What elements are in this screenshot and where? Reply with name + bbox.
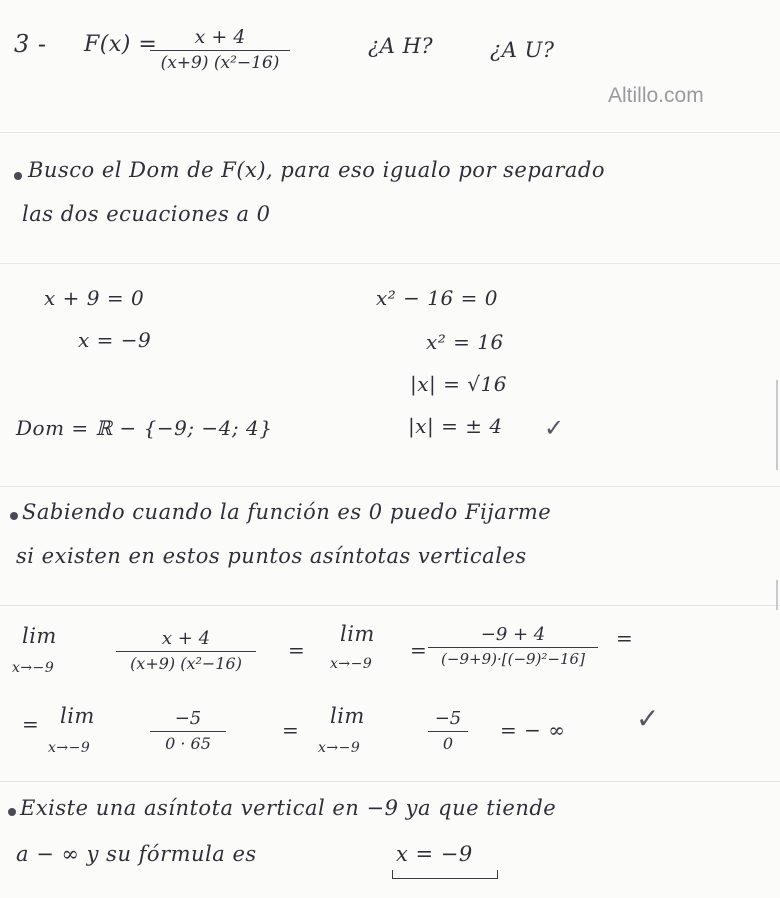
limit-symbol: lim (22, 624, 57, 648)
step1-line2: las dos ecuaciones a 0 (22, 202, 271, 226)
fraction-bar (150, 731, 226, 732)
asymptote-formula: x = −9 (396, 842, 473, 866)
fraction-bar (428, 731, 468, 732)
function-fraction (150, 26, 290, 73)
watermark-logo: Altillo.com (608, 84, 704, 107)
formula-underbracket (392, 870, 498, 879)
ruled-line (0, 263, 780, 264)
right-equation-4: |x| = ± 4 (408, 414, 503, 438)
limit-symbol: lim (60, 704, 95, 728)
fraction-numerator: −9 + 4 (480, 624, 546, 645)
limit-subscript: x→−9 (330, 656, 373, 672)
ruled-line (0, 781, 780, 782)
bullet-icon (10, 512, 18, 520)
fraction-bar (116, 651, 256, 652)
step3-line2: a − ∞ y su fórmula es (16, 842, 257, 866)
limit-fraction-3 (150, 708, 226, 753)
function-name: F(x) = (84, 32, 158, 57)
fraction-bar (428, 647, 598, 648)
left-equation-2: x = −9 (78, 328, 152, 352)
check-mark-icon: ✓ (544, 414, 565, 442)
limit-fraction-4 (428, 708, 468, 753)
fraction-denominator: (x+9) (x²−16) (130, 654, 242, 673)
page-edge-mark (776, 580, 778, 610)
limit-fraction-1 (116, 628, 256, 673)
equals-sign: = (410, 638, 428, 662)
page-edge-mark (776, 380, 778, 470)
check-mark-icon: ✓ (636, 702, 660, 735)
bullet-icon (8, 808, 16, 816)
equals-sign: = (282, 718, 300, 742)
fraction-denominator: 0 (442, 734, 454, 753)
limit-symbol: lim (330, 704, 365, 728)
ruled-line (0, 605, 780, 606)
equals-sign: = (22, 712, 40, 736)
ruled-line (0, 132, 780, 133)
question-oblique-asymptote: ¿A U? (490, 38, 555, 62)
right-equation-1: x² − 16 = 0 (376, 286, 498, 310)
ruled-line (0, 486, 780, 487)
fraction-numerator: x + 4 (161, 628, 211, 649)
fraction-denominator: 0 · 65 (165, 734, 211, 753)
right-equation-3: |x| = √16 (410, 372, 507, 396)
fraction-denominator: (−9+9)·[(−9)²−16] (441, 650, 585, 668)
fraction-numerator: −5 (434, 708, 462, 729)
equals-sign: = (616, 626, 634, 650)
step2-line1: Sabiendo cuando la función es 0 puedo Fijarme (22, 500, 552, 524)
question-horizontal-asymptote: ¿A H? (368, 34, 434, 58)
bullet-icon (14, 172, 22, 180)
step1-line1: Busco el Dom de F(x), para eso igualo por separado (28, 158, 605, 182)
fraction-bar (150, 50, 290, 51)
function-numerator: x + 4 (194, 26, 246, 48)
problem-number: 3 - (14, 30, 47, 58)
limit-result: = − ∞ (500, 718, 566, 742)
limit-subscript: x→−9 (48, 740, 91, 756)
function-denominator: (x+9) (x²−16) (160, 53, 280, 73)
domain-result: Dom = ℝ − {−9; −4; 4} (16, 416, 273, 440)
equals-sign: = (288, 638, 306, 662)
fraction-numerator: −5 (174, 708, 202, 729)
step3-line1: Existe una asíntota vertical en −9 ya que tiende (20, 796, 557, 820)
limit-subscript: x→−9 (318, 740, 361, 756)
limit-symbol: lim (340, 622, 375, 646)
left-equation-1: x + 9 = 0 (44, 286, 145, 310)
step2-line2: si existen en estos puntos asíntotas verticales (16, 544, 527, 568)
limit-subscript: x→−9 (12, 660, 55, 676)
limit-fraction-2 (428, 624, 598, 668)
right-equation-2: x² = 16 (426, 330, 504, 354)
